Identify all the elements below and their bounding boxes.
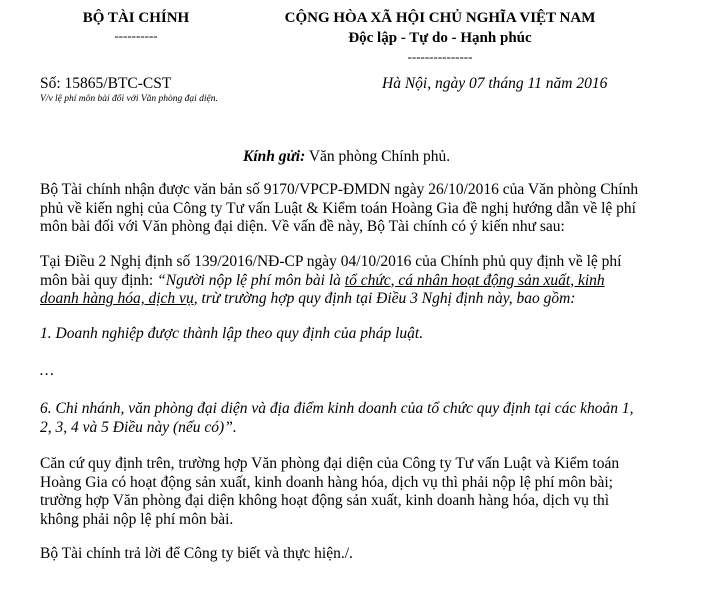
national-title: CỘNG HÒA XÃ HỘI CHỦ NGHĨA VIỆT NAM — [284, 10, 596, 26]
conclusion-line-3: trường hợp Văn phòng đại diện không hoạt động sản xuất, kinh doanh hàng hóa, dịch vụ thì — [40, 492, 610, 509]
citation-line-3 — [40, 290, 575, 309]
closing-statement: Bộ Tài chính trả lời để Công ty biết và thực hiện./. — [40, 545, 353, 562]
recipient-label: Kính gửi: — [243, 148, 306, 165]
issuing-organization: BỘ TÀI CHÍNH — [82, 10, 190, 26]
paragraph-intro-line-3: môn bài đối với Văn phòng đại diện. Về vấn đề này, Bộ Tài chính có ý kiến như sau: — [40, 218, 565, 235]
citation-line-2 — [40, 272, 605, 291]
quoted-item-1: 1. Doanh nghiệp được thành lập theo quy định của pháp luật. — [40, 325, 424, 342]
paragraph-intro-line-1: Bộ Tài chính nhận được văn bản số 9170/VPCP-ĐMDN ngày 26/10/2016 của Văn phòng Chính — [40, 181, 639, 198]
document-number: Số: 15865/BTC-CST — [40, 75, 172, 92]
paragraph-intro-line-2: phủ về kiến nghị của Công ty Tư vấn Luật & Kiểm toán Hoàng Gia đề nghị hướng dẫn về lệ phí — [40, 199, 636, 217]
citation-quote-start: “Người nộp lệ phí môn bài là — [157, 271, 345, 289]
place-and-date: Hà Nội, ngày 07 tháng 11 năm 2016 — [382, 75, 608, 92]
citation-quote-rest: , trừ trường hợp quy định tại Điều 3 Nghị định này, bao gồm: — [193, 290, 576, 307]
citation-lead: môn bài quy định: — [40, 271, 158, 289]
quoted-ellipsis: … — [40, 362, 54, 379]
quoted-item-6-line-1: 6. Chi nhánh, văn phòng đại diện và địa điểm kinh doanh của tổ chức quy định tại các khoản 1, — [40, 400, 634, 417]
conclusion-line-1: Căn cứ quy định trên, trường hợp Văn phòng đại diện của Công ty Tư vấn Luật và Kiểm toán — [40, 455, 620, 472]
document-subject: V/v lệ phí môn bài đối với Văn phòng đại diện. — [40, 94, 218, 104]
conclusion-line-2: Hoàng Gia có hoạt động sản xuất, kinh doanh hàng hóa, dịch vụ thì phải nộp lệ phí môn bài; — [40, 473, 613, 491]
conclusion-line-4: không phải nộp lệ phí môn bài. — [40, 510, 234, 528]
quoted-item-6-line-2: 2, 3, 4 và 5 Điều này (nếu có)”. — [40, 418, 237, 436]
citation-underlined-part-1: tổ chức, cá nhân hoạt động sản xuất, kinh — [344, 271, 605, 289]
recipient-name: Văn phòng Chính phủ. — [305, 148, 451, 165]
citation-line-1: Tại Điều 2 Nghị định số 139/2016/NĐ-CP ngày 04/10/2016 của Chính phủ quy định về lệ phí — [40, 253, 622, 270]
organization-separator: ---------- — [114, 28, 158, 43]
recipient-line — [243, 148, 450, 166]
motto-separator: --------------- — [407, 49, 473, 64]
citation-underlined-part-2: doanh hàng hóa, dịch vụ — [40, 290, 194, 307]
national-motto: Độc lập - Tự do - Hạnh phúc — [348, 30, 532, 46]
